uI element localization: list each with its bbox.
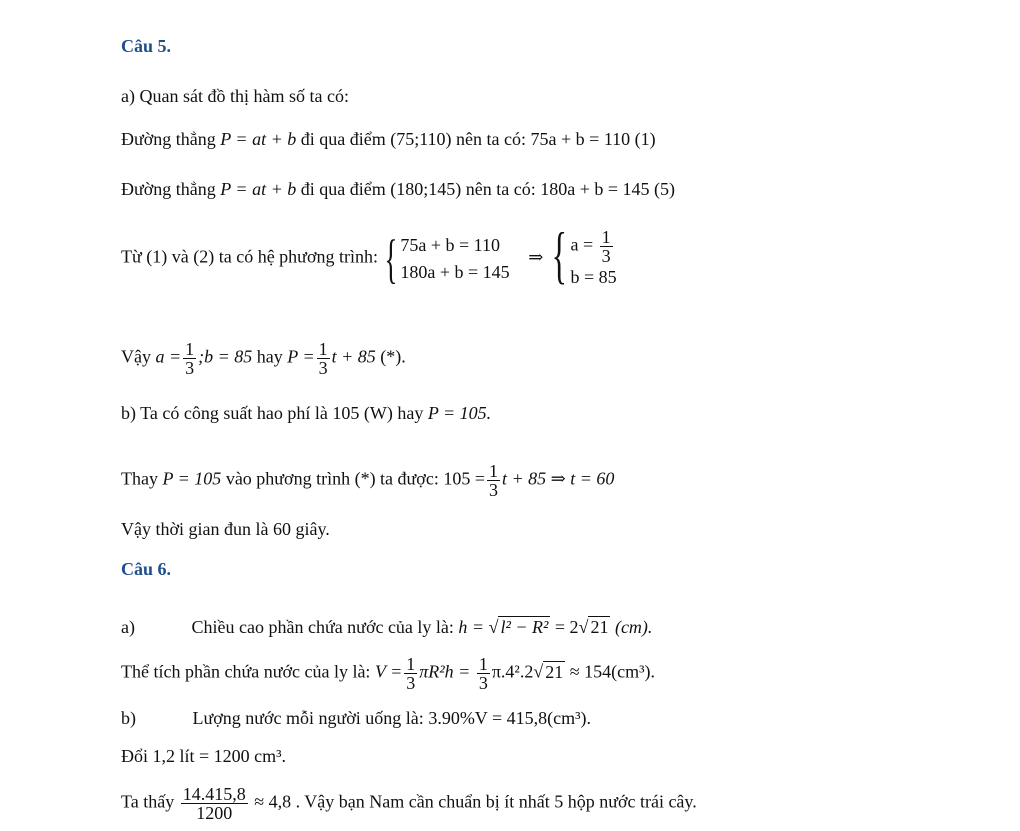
fraction: $\frac{1}{3}$ [185,339,195,378]
cau6-final: Ta thấy $\frac{14.415,8}{1200}$ ≈ 4,8 . Vậy bạn Nam cần chuẩn bị ít nhất 5 hộp nước trái cây. [121,784,697,823]
cau6-heading: Câu 6. [121,559,172,579]
convert-line: Đổi 1,2 lít = 1200 cm³. [121,746,287,766]
solution-system: { a = $\frac{1}{3}$ b = 85 [551,219,617,290]
equation-tag: (5) [654,179,675,199]
fraction: $\frac{1}{3}$ [488,461,498,500]
point: (75;110) [390,129,452,149]
equation-tag: (1) [634,129,656,149]
substitute-line: Thay P = 105 vào phương trình (*) ta được: 105 = $\frac{1}{3}$ t + 85 ⇒ t = 60 [121,461,615,500]
equation: P = at + b [220,179,297,199]
cau5-b-line: b) Ta có công suất hao phí là 105 (W) hay P = 105. [121,403,492,423]
text: đi qua điểm [300,179,386,199]
implies-arrow: ⇒ [528,246,544,267]
solution-a-lhs: a = [570,234,594,255]
equation: P = at + b [220,129,297,149]
text: nên ta có: [465,179,536,199]
line-point-1 [121,128,656,150]
cau6-a-line: a) Chiều cao phần chứa nước của ly là: h = √ l² − R² = 2√ 21 (cm). [121,617,653,637]
equation: 180a + b = 145 [540,179,650,199]
fraction: $\frac{1}{3}$ [406,654,416,693]
text: Đường thẳng [121,129,216,149]
fraction: $\frac{14.415,8}{1200}$ [182,784,246,823]
cau5-a-intro: a) Quan sát đồ thị hàm số ta có: [121,86,349,106]
line-point-2 [121,178,675,200]
solution-b: b = 85 [570,267,617,287]
text: Từ (1) và (2) ta có hệ phương trình: [121,246,378,267]
fraction: $\frac{1}{3}$ [478,654,488,693]
fraction: $\frac{1}{3}$ [318,339,328,378]
cau5-heading: Câu 5. [121,36,172,56]
equation-system: { 75a + b = 110 180a + b = 145 [384,228,510,289]
volume-line: Thể tích phần chứa nước của ly là: V = $\frac{1}{3}$ πR²h = $\frac{1}{3}$ π.4².2√ 21 ≈ 154(cm³). [121,654,655,693]
point: (180;145) [390,179,462,199]
system-line [121,219,617,290]
equation: 75a + b = 110 [530,129,631,149]
text: Đường thẳng [121,179,216,199]
cau6-b-line: b) Lượng nước mỗi người uống là: 3.90%V = 415,8(cm³). [121,708,592,728]
system-eq-1: 75a + b = 110 [400,235,501,255]
fraction: $\frac{1}{3}$ [601,227,611,266]
conclusion-line: Vậy a = $\frac{1}{3}$ ;b = 85 hay P = $\frac{1}{3}$ t + 85 (*). [121,339,406,378]
cau5-final: Vậy thời gian đun là 60 giây. [121,519,330,539]
system-eq-2: 180a + b = 145 [400,262,510,282]
text: đi qua điểm [300,129,386,149]
text: nên ta có: [456,129,527,149]
